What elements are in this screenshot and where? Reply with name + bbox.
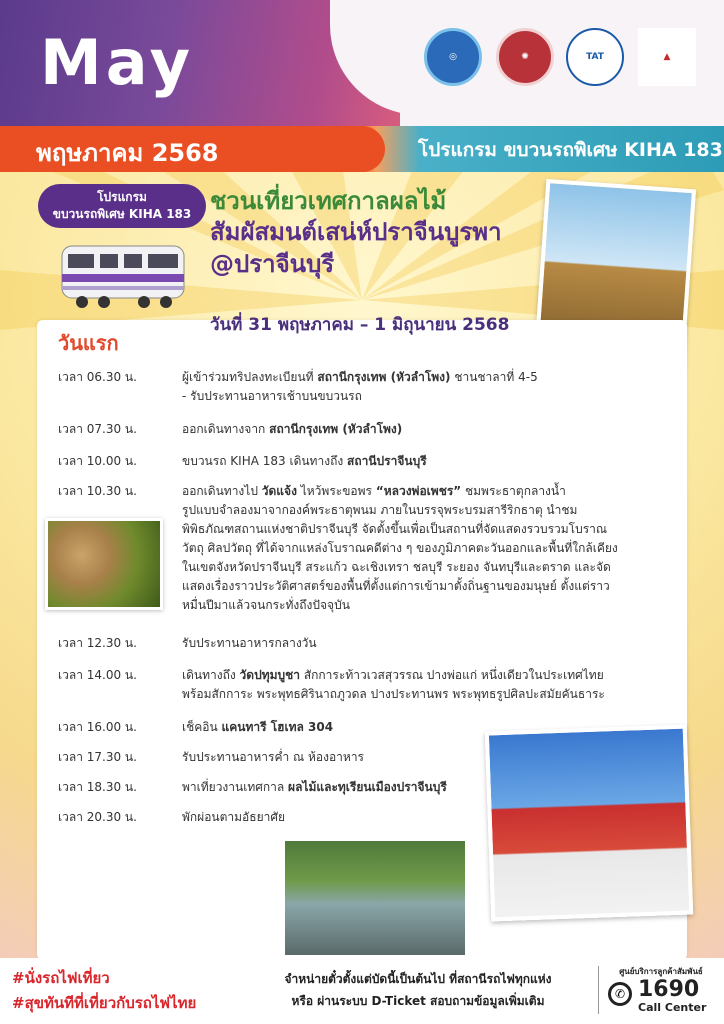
schedule-time: เวลา 16.00 น. (58, 720, 137, 734)
temple-pagoda-photo (485, 725, 694, 922)
tat-logo: TAT (566, 28, 624, 86)
ministry-of-tourism-logo: ◎ (424, 28, 482, 86)
schedule-desc: รับประทานอาหารกลางวัน (182, 636, 317, 650)
train-illustration (58, 232, 188, 312)
schedule-desc: เดินทางถึง วัดปทุมบูชา สักการะท้าวเวสสุวรรณ ปางพ่อแก่ หนึ่งเดียวในประเทศไทย พร้อมสักการะ พระพุทธศิรินาถภูวดล ปางประทานพร พระพุทธรูปศิลปะสมัยคันธาระ (182, 668, 605, 701)
call-center-number: 1690 (638, 977, 700, 1002)
schedule-desc: พาเที่ยวงานเทศกาล ผลไม้และทุเรียนเมืองปราจีนบุรี (182, 780, 447, 794)
hashtag-train-travel: #นั่งรถไฟเที่ยว (12, 969, 110, 987)
schedule-time: เวลา 12.30 น. (58, 636, 137, 650)
schedule-time: เวลา 10.00 น. (58, 454, 137, 468)
month-thai-title: พฤษภาคม 2568 (36, 139, 219, 167)
call-center-subtitle: Call Center (638, 1001, 707, 1014)
call-center-label: ศูนย์บริการลูกค้าสัมพันธ์ (619, 967, 703, 976)
schedule-time: เวลา 14.00 น. (58, 668, 137, 682)
bubble-line1: โปรแกรม (97, 190, 147, 204)
sales-info-line1: จำหน่ายตั๋วตั้งแต่บัดนี้เป็นต้นไป ที่สถานีรถไฟทุกแห่ง (284, 972, 552, 986)
schedule-desc: รับประทานอาหารค่ำ ณ ห้องอาหาร (182, 750, 365, 764)
srt-logo: ▲ (638, 28, 696, 86)
footer-divider (598, 966, 599, 1014)
schedule-desc: ออกเดินทางจาก สถานีกรุงเทพ (หัวลำโพง) (182, 422, 403, 436)
schedule-desc: ขบวนรถ KIHA 183 เดินทางถึง สถานีปราจีนบุรี (182, 454, 427, 468)
phone-icon: ✆ (608, 982, 632, 1006)
headline-line2: สัมผัสมนต์เสน่ห์ปราจีนบูรพา (210, 218, 502, 246)
program-bubble (38, 184, 206, 228)
forest-stream-photo (282, 838, 468, 958)
program-title: โปรแกรม ขบวนรถพิเศษ KIHA 183 (418, 139, 723, 161)
headline (210, 186, 550, 280)
schedule-desc: พักผ่อนตามอัธยาศัย (182, 810, 286, 824)
durian-fruit-photo (45, 518, 163, 610)
bubble-line2: ขบวนรถพิเศษ KIHA 183 (52, 207, 192, 221)
schedule-time: เวลา 17.30 น. (58, 750, 137, 764)
headline-line3: @ปราจีนบุรี (210, 250, 335, 278)
schedule-time: เวลา 20.30 น. (58, 810, 137, 824)
schedule-desc: เช็คอิน แคนทารี โฮเทล 304 (182, 720, 334, 734)
schedule-desc: ออกเดินทางไป วัดแจ้ง ไหว้พระขอพร “หลวงพ่อเพชร” ชมพระธาตุกลางน้ำ รูปแบบจำลองมาจากองค์พระธาตุพนม ภายในบรรจุพระบรมสารีริกธาตุ นำชม พิพิธภัณฑสถานแห่งชาติปราจีนบุรี จัดตั้งขึ้นเพื่อเป็นสถานที่จัดแสดงรวบรวมโบราณวัตถุ ศิลปวัตถุ ที่ได้จากแหล่งโบราณคดีต่าง ๆ ของภูมิภาคตะวันออกและพื้นที่ใกล้เคียง ในเขตจังหวัดปราจีนบุรี สระแก้ว ฉะเชิงเทรา ชลบุรี ระยอง จันทบุรีและตราด และจัดแสดงเรื่องราวประวัติศาสตร์ของพื้นที่ตั้งแต่การเข้ามาตั้งถิ่นฐานของมนุษย์ ตั้งแต่ราวหมื่นปีมาแล้วจนกระทั่งถึงปัจจุบัน (182, 484, 618, 612)
sales-info-line2: หรือ ผ่านระบบ D-Ticket สอบถามข้อมูลเพิ่มเติม (291, 994, 545, 1008)
schedule-time: เวลา 18.30 น. (58, 780, 137, 794)
schedule-desc: ผู้เข้าร่วมทริปลงทะเบียนที่ สถานีกรุงเทพ (หัวลำโพง) ชานชาลาที่ 4-5 - รับประทานอาหารเช้าบนขบวนรถ (182, 370, 538, 403)
day-one-label: วันแรก (58, 331, 119, 355)
hashtag-happy-travel: #สุขทันทีที่เที่ยวกับรถไฟไทย (12, 994, 197, 1012)
trip-date: วันที่ 31 พฤษภาคม – 1 มิถุนายน 2568 (210, 315, 510, 335)
headline-line1: ชวนเที่ยวเทศกาลผลไม้ (210, 187, 447, 215)
schedule-time: เวลา 07.30 น. (58, 422, 137, 436)
schedule-time: เวลา 06.30 น. (58, 370, 137, 384)
schedule-time: เวลา 10.30 น. (58, 484, 137, 498)
prachinburi-seal-logo: ✺ (496, 28, 554, 86)
month-title: May (40, 26, 195, 99)
